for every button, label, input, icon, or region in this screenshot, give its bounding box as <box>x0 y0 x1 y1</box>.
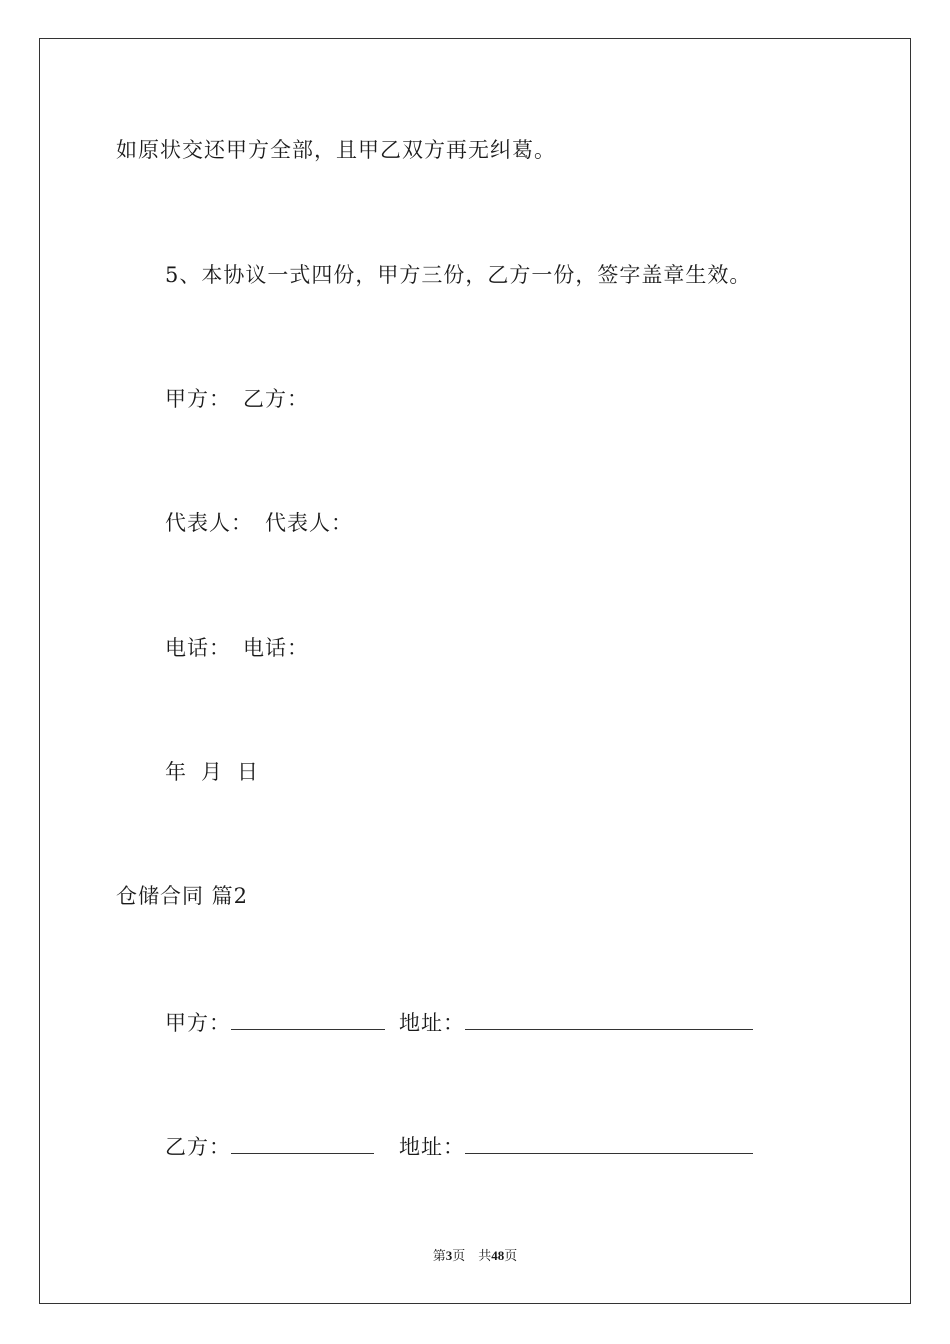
page-border <box>39 38 911 1304</box>
paragraph-copies-clause <box>165 261 751 289</box>
footer-page-number: 3 <box>445 1248 453 1263</box>
paragraph-text: 如原状交还甲方全部，且甲乙双方再无纠葛。 <box>116 138 556 162</box>
form-address-b-label: 地址： <box>399 1135 465 1159</box>
page-footer <box>0 1246 950 1266</box>
signature-parties <box>165 385 309 413</box>
phone-b-label: 电话： <box>243 636 309 660</box>
signature-date <box>165 758 259 786</box>
section-title-text: 仓储合同 篇2 <box>116 884 249 908</box>
day-label: 日 <box>237 760 259 784</box>
footer-prefix: 第 <box>432 1248 446 1263</box>
signature-representatives <box>165 509 353 537</box>
form-party-b-label: 乙方： <box>165 1135 231 1159</box>
footer-mid: 页 共 <box>452 1248 492 1263</box>
paragraph-text: 5、本协议一式四份，甲方三份，乙方一份，签字盖章生效。 <box>165 263 752 287</box>
section-title <box>116 882 248 910</box>
paragraph-return-goods <box>116 136 556 164</box>
rep-a-label: 代表人： <box>165 511 253 535</box>
party-b-name-blank <box>231 1135 374 1154</box>
form-party-a-label: 甲方： <box>165 1011 231 1035</box>
form-row-party-b <box>165 1133 753 1161</box>
phone-a-label: 电话： <box>165 636 231 660</box>
month-label: 月 <box>201 760 223 784</box>
form-address-a-label: 地址： <box>399 1011 465 1035</box>
party-a-name-blank <box>231 1011 385 1030</box>
party-b-address-blank <box>465 1135 753 1154</box>
signature-phones <box>165 634 309 662</box>
form-row-party-a <box>165 1009 753 1037</box>
footer-suffix: 页 <box>504 1248 518 1263</box>
party-b-label: 乙方： <box>243 387 309 411</box>
rep-b-label: 代表人： <box>265 511 353 535</box>
year-label: 年 <box>165 760 187 784</box>
party-a-label: 甲方： <box>165 387 231 411</box>
party-a-address-blank <box>465 1011 753 1030</box>
footer-total-pages: 48 <box>491 1248 505 1263</box>
